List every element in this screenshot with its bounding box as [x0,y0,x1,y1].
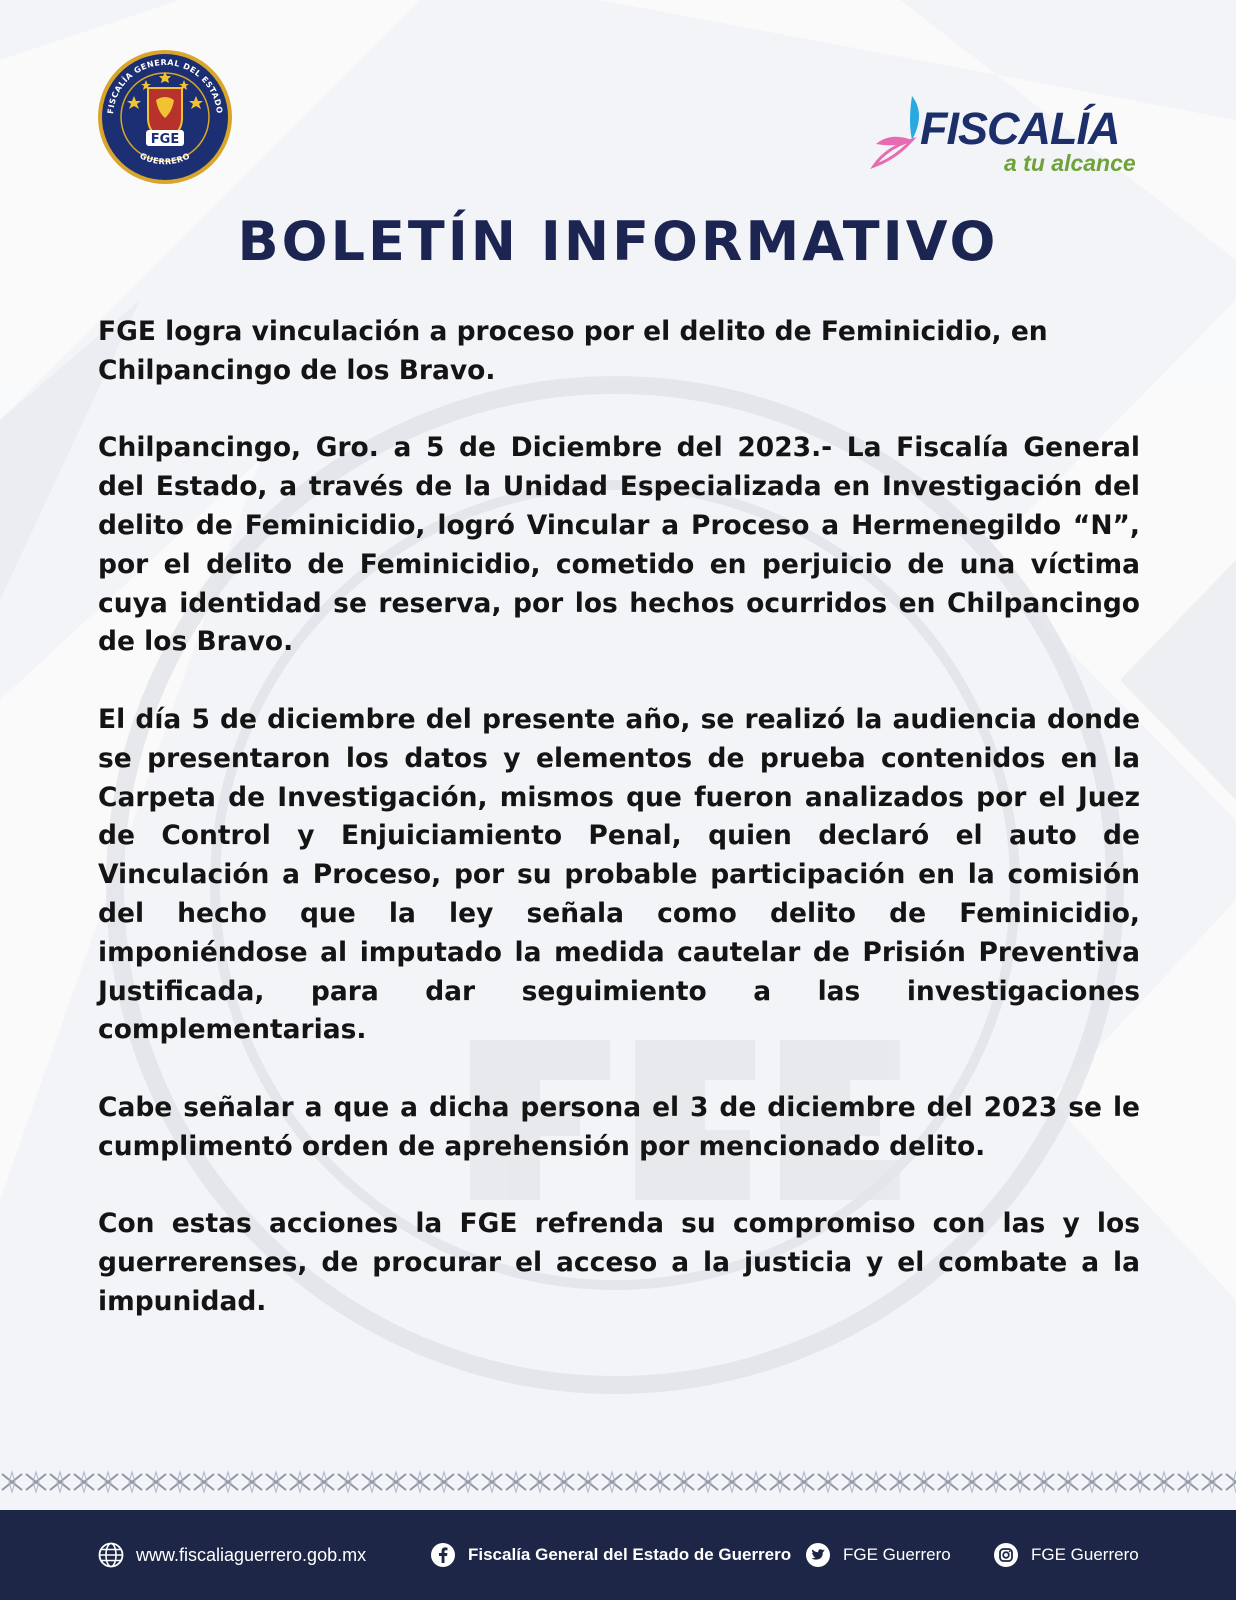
seal-ring-text: FISCALÍA GENERAL DEL ESTADO [106,57,224,115]
footer-website-text: www.fiscaliaguerrero.gob.mx [136,1544,367,1565]
footer-twitter-text: FGE Guerrero [843,1545,951,1564]
bulletin-paragraph-1: Chilpancingo, Gro. a 5 de Diciembre del 2023.- La Fiscalía General del Estado, a través de la Unidad Especializada en Investigación del delito de Feminicidio, logró Vincular a Proceso a Hermenegildo “N”, por el delito de Feminicidio, cometido en perjuicio de una víctima cuya identidad se reserva, por los hechos ocurridos en Chilpancingo de los Bravo. [98,432,1140,658]
footer-instagram-link[interactable] [993,1510,1139,1600]
document-title: BOLETÍN INFORMATIVO [237,210,999,273]
decorative-band [0,1470,1236,1494]
fge-seal-logo [96,48,234,186]
seal-abbr: FGE [150,132,180,147]
footer-facebook-text: Fiscalía General del Estado de Guerrero [468,1545,792,1564]
footer-bar [0,1510,1236,1600]
fiscalia-brand-logo [868,92,1148,182]
instagram-icon [993,1542,1019,1568]
bulletin-headline: FGE logra vinculación a proceso por el delito de Feminicidio, en Chilpancingo de los Bravo. [98,316,1048,386]
bulletin-paragraph-3: Cabe señalar a que a dicha persona el 3 de diciembre del 2023 se le cumplimentó orden de aprehensión por mencionado delito. [98,1091,1140,1162]
bulletin-body [98,313,1140,1361]
bulletin-paragraph-4: Con estas acciones la FGE refrenda su compromiso con las y los guerrerenses, de procurar el acceso a la justicia y el combate a la impunidad. [98,1208,1140,1317]
seal-state-text: GUERRERO [138,151,192,167]
brand-tagline: a tu alcance [1004,150,1136,176]
twitter-icon [805,1542,831,1568]
globe-icon [98,1542,124,1568]
footer-facebook-link[interactable] [430,1510,791,1600]
footer-twitter-link[interactable] [805,1510,951,1600]
brand-name: FISCALÍA [920,103,1120,154]
footer-website-link[interactable] [98,1510,366,1600]
bulletin-paragraph-2: El día 5 de diciembre del presente año, se realizó la audiencia donde se presentaron los datos y elementos de prueba contenidos en la Carpeta de Investigación, mismos que fueron analizados por el Juez de Control y Enjuiciamiento Penal, quien declaró el auto de Vinculación a Proceso, por su probable participación en la comisión del hecho que la ley señala como delito de Feminicidio, imponiéndose al imputado la medida cautelar de Prisión Preventiva Justificada, para dar seguimiento a las investigaciones complementarias. [98,703,1140,1046]
facebook-icon [430,1542,456,1568]
footer-instagram-text: FGE Guerrero [1031,1545,1139,1564]
